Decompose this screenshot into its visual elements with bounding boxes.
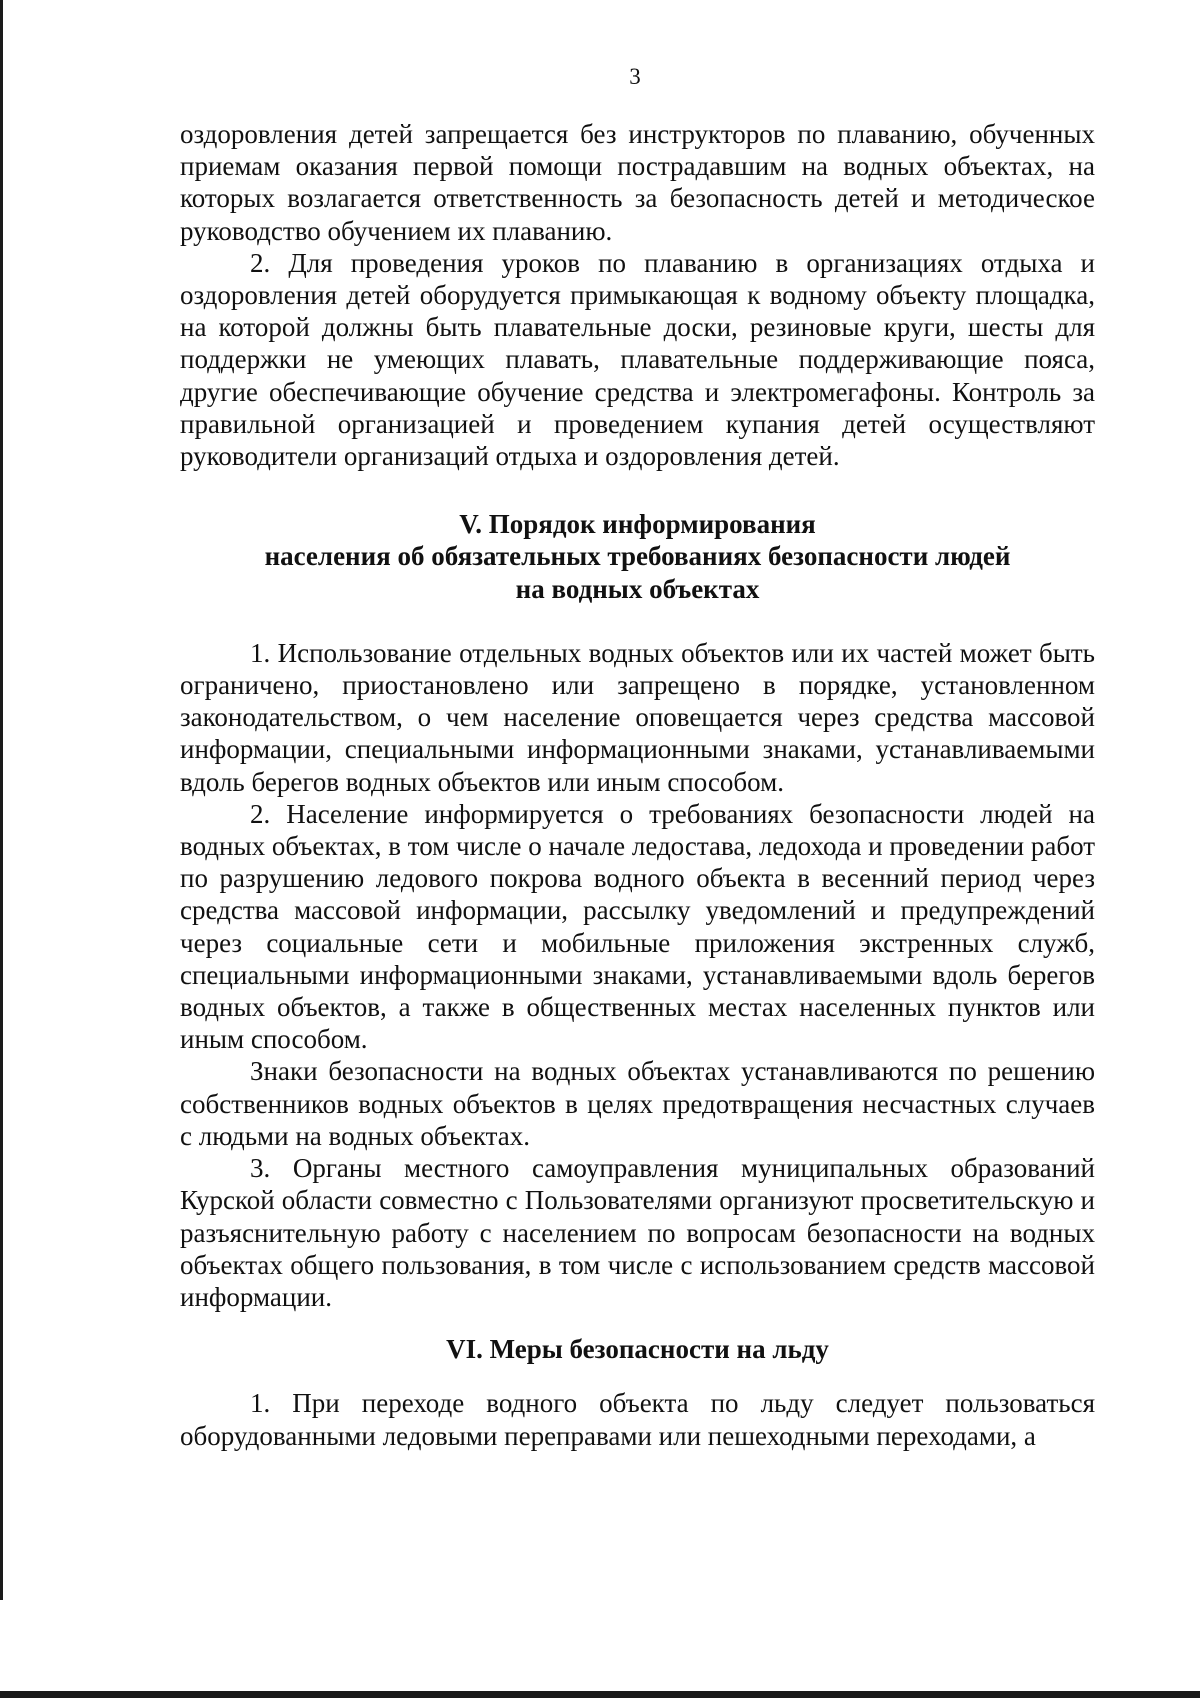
section-5-heading-line-2: населения об обязательных требованиях безопасности людей xyxy=(264,541,1011,572)
spacer xyxy=(180,1365,1095,1387)
scan-edge-bottom xyxy=(0,1691,1200,1698)
section-5-item-2-paragraph: 2. Население информируется о требованиях безопасности людей на водных объектах, в том числе о начале ледостава, ледохода и проведении работ по разрушению ледового покрова водного объекта в весенний период через средства массовой информации, рассылку уведомлений и предупреждений через социальные сети и мобильные приложения экстренных служб, специальными информационными знаками, устанавливаемыми вдоль берегов водных объектов, а также в общественных местах населенных пунктов или иным способом. xyxy=(180,798,1096,1055)
section-5-item-3-paragraph: 3. Органы местного самоуправления муниципальных образований Курской области совместно с Пользователями организуют просветительскую и разъяснительную работу с населением по вопросам безопасности на водных объектах общего пользования, в том числе с использованием средств массовой информации. xyxy=(180,1153,1095,1312)
spacer xyxy=(180,605,1095,637)
section-6-item-1-paragraph: 1. При переходе водного объекта по льду следует пользоваться оборудованными ледовыми переправами или пешеходными переходами, а xyxy=(180,1388,1095,1451)
section-5-item-1-paragraph: 1. Использование отдельных водных объектов или их частей может быть ограничено, приостановлено или запрещено в порядке, установленном законодательством, о чем население оповещается через средства массовой информации, специальными информационными знаками, устанавливаемыми вдоль берегов водных объектов или иным способом. xyxy=(180,637,1095,797)
document-body xyxy=(180,118,1095,1452)
section-5-heading-line-1: V. Порядок информирования xyxy=(459,509,816,540)
section-5-heading-line-3: на водных объектах xyxy=(515,573,760,604)
spacer xyxy=(180,472,1095,508)
spacer xyxy=(180,1313,1095,1333)
scan-edge-left xyxy=(0,0,3,1600)
intro-item-2-paragraph: 2. Для проведения уроков по плаванию в организациях отдыха и оздоровления детей оборудуется примыкающая к водному объекту площадка, на которой должны быть плавательные доски, резиновые круги, шесты для поддержки не умеющих плавать, плавательные поддерживающие пояса, другие обеспечивающие обучение средства и электромегафоны. Контроль за правильной организацией и проведением купания детей осуществляют руководители организаций отдыха и оздоровления детей. xyxy=(180,247,1095,472)
intro-continuation-paragraph: оздоровления детей запрещается без инструкторов по плаванию, обученных приемам оказания первой помощи пострадавшим на водных объектах, на которых возлагается ответственность за безопасность детей и методическое руководство обучением их плаванию. xyxy=(180,119,1095,246)
page-number: 3 xyxy=(629,64,641,89)
section-5-signs-paragraph: Знаки безопасности на водных объектах устанавливаются по решению собственников водных объектов в целях предотвращения несчастных случаев с людьми на водных объектах. xyxy=(180,1056,1095,1151)
section-6-heading: VI. Меры безопасности на льду xyxy=(446,1334,829,1365)
